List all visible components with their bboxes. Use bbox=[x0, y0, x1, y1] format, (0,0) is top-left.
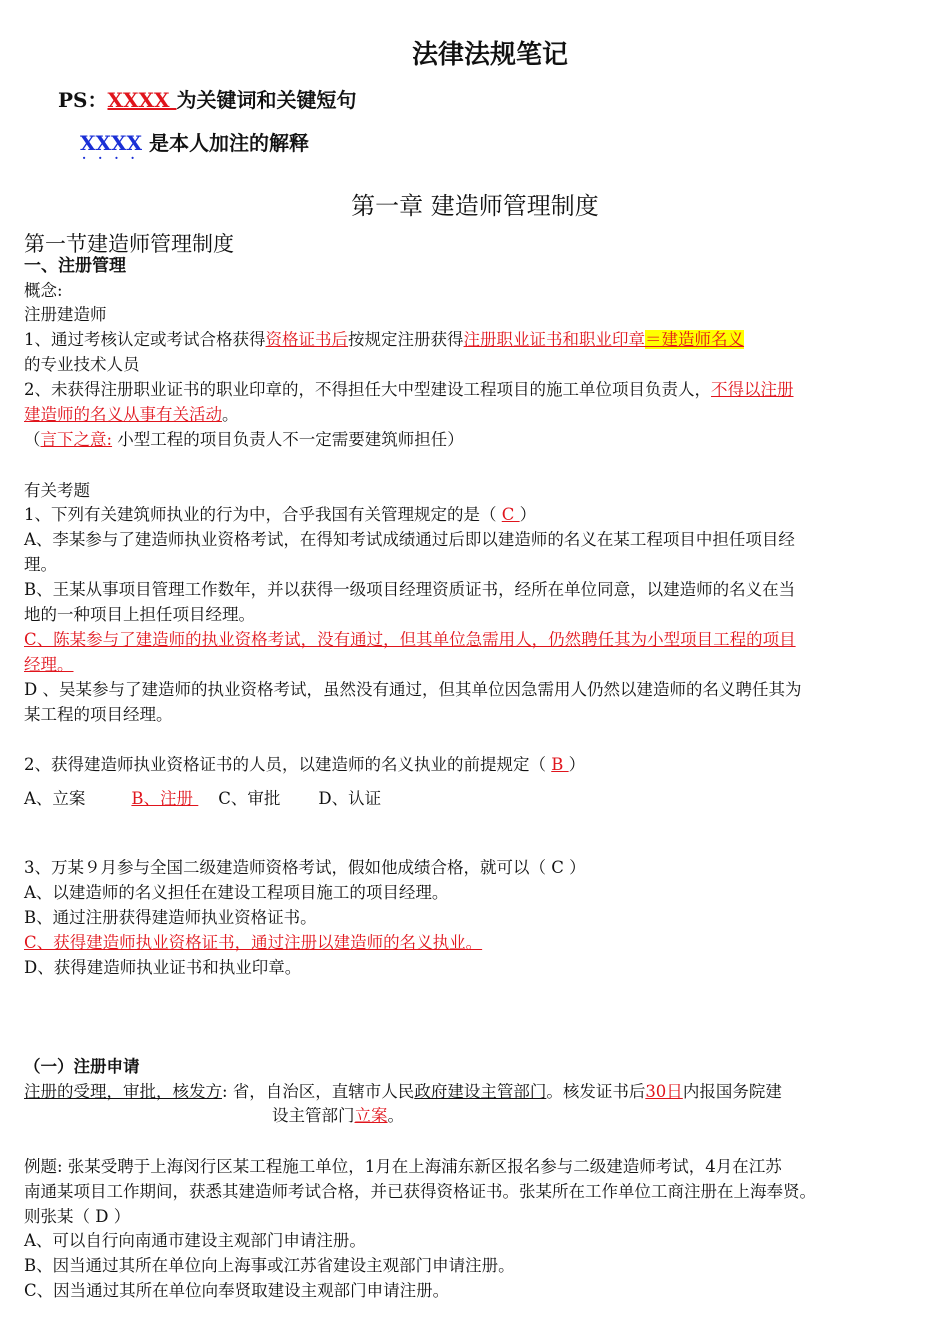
note-blue-text: XXXX bbox=[80, 131, 143, 155]
q2-b: ） bbox=[568, 755, 586, 774]
q1-option-d-1: D 、吴某参与了建造师的执业资格考试，虽然没有通过，但其单位因急需用人仍然以建造师的名义聘任其为 bbox=[24, 680, 802, 699]
example-option-c: C、因当通过其所在单位向奉贤取建设主观部门申请注册。 bbox=[24, 1281, 450, 1300]
example-line-3: 则张某（ D ） bbox=[24, 1207, 131, 1226]
reg-e: 30日 bbox=[645, 1082, 683, 1101]
q2-answer: B bbox=[551, 755, 569, 774]
q1-option-b-1: B、王某从事项目管理工作数年，并以获得一级项目经理资质证书，经所在单位同意，以建造师的名义在当 bbox=[24, 580, 796, 599]
note-dots: ···· bbox=[82, 151, 147, 165]
ps-keyword: XXXX bbox=[107, 88, 177, 112]
l5-a: （ bbox=[24, 430, 41, 449]
paragraph-line-4 bbox=[24, 403, 239, 427]
q1-a: 1、下列有关建筑师执业的行为中，合乎我国有关管理规定的是（ bbox=[24, 505, 502, 524]
q2-option-b: B、注册 bbox=[131, 789, 199, 808]
q1-b: ） bbox=[519, 505, 537, 524]
sub-heading-2: （一）注册申请 bbox=[24, 1057, 140, 1076]
q3-option-c: C、获得建造师执业资格证书，通过注册以建造师的名义执业。 bbox=[24, 933, 483, 952]
paragraph-line-5 bbox=[24, 428, 464, 452]
q1-option-c-2: 经理。 bbox=[24, 655, 74, 674]
questions-title: 有关考题 bbox=[24, 481, 90, 500]
paragraph-line-1 bbox=[24, 328, 744, 352]
question-1 bbox=[24, 503, 536, 527]
ps-prefix: PS： bbox=[58, 88, 108, 112]
reg-d: 。核发证书后 bbox=[546, 1082, 646, 1101]
example-line-1: 例题: 张某受聘于上海闵行区某工程施工单位，1月在上海浦东新区报名参与二级建造师考试，4月在江苏 bbox=[24, 1157, 782, 1176]
note-rest: 是本人加注的解释 bbox=[142, 131, 310, 155]
l1-e: ＝建造师名义 bbox=[645, 330, 744, 349]
l1-b: 资格证书后 bbox=[265, 330, 348, 349]
question-2 bbox=[24, 753, 585, 777]
q1-option-b-2: 地的一种项目上担任项目经理。 bbox=[24, 605, 255, 624]
q1-option-a-2: 理。 bbox=[24, 555, 57, 574]
q1-answer: C bbox=[501, 505, 520, 524]
q2-a: 2、获得建造师执业资格证书的人员，以建造师的名义执业的前提规定（ bbox=[24, 755, 552, 774]
ps-rest: 为关键词和关键短句 bbox=[176, 88, 357, 112]
l3-b: 不得以注册 bbox=[711, 380, 794, 399]
q1-option-d-2: 某工程的项目经理。 bbox=[24, 705, 173, 724]
example-line-2: 南通某项目工作期间，获悉其建造师考试合格，并已获得资格证书。张某所在工作单位工商注册在上海奉贤。 bbox=[24, 1182, 816, 1201]
l4-text: 建造师的名义从事有关活动 bbox=[24, 405, 222, 424]
note-blue bbox=[80, 131, 147, 165]
reg2-b: 立案 bbox=[354, 1106, 388, 1125]
q1-option-c-1: C、陈某参与了建造师的执业资格考试，没有通过，但其单位急需用人，仍然聘任其为小型项目工程的项目 bbox=[24, 630, 796, 649]
q2-option-d: D、认证 bbox=[318, 789, 382, 808]
reg2-c: 。 bbox=[387, 1106, 404, 1125]
l1-a: 1、通过考核认定或考试合格获得 bbox=[24, 330, 266, 349]
l1-d: 注册职业证书和职业印章 bbox=[463, 330, 645, 349]
concept-label: 概念: bbox=[24, 281, 63, 300]
ps-legend bbox=[58, 84, 357, 113]
q3-option-a: A、以建造师的名义担任在建设工程项目施工的项目经理。 bbox=[24, 883, 449, 902]
q2-option-c: C、审批 bbox=[218, 789, 281, 808]
reg-f: 内报国务院建 bbox=[682, 1082, 782, 1101]
section-heading: 第一节建造师管理制度 bbox=[24, 232, 234, 256]
example-option-a: A、可以自行向南通市建设主观部门申请注册。 bbox=[24, 1231, 366, 1250]
document-title: 法律法规笔记 bbox=[411, 40, 568, 70]
example-option-b: B、因当通过其所在单位向上海事或江苏省建设主观部门申请注册。 bbox=[24, 1256, 515, 1275]
l5-b: 言下之意: bbox=[40, 430, 113, 449]
l4-end: 。 bbox=[222, 405, 239, 424]
q2-options bbox=[24, 787, 381, 811]
registration-line-1 bbox=[24, 1080, 782, 1104]
question-3: 3、万某９月参与全国二级建造师资格考试，假如他成绩合格，就可以（ C ） bbox=[24, 858, 586, 877]
l3-a: 2、未获得注册职业证书的职业印章的，不得担任大中型建设工程项目的施工单位项目负责人， bbox=[24, 380, 711, 399]
term-label: 注册建造师 bbox=[24, 305, 107, 324]
reg-b: : 省，自治区，直辖市人民 bbox=[222, 1082, 415, 1101]
paragraph-line-3 bbox=[24, 378, 794, 402]
l1-c: 按规定注册获得 bbox=[348, 330, 464, 349]
sub-heading-1: 一、注册管理 bbox=[24, 256, 126, 276]
l5-c: 小型工程的项目负责人不一定需要建筑师担任） bbox=[112, 430, 464, 449]
reg2-a: 设主管部门 bbox=[272, 1106, 355, 1125]
paragraph-line-2: 的专业技术人员 bbox=[24, 355, 140, 374]
note-legend bbox=[80, 127, 310, 165]
q2-option-a: A、立案 bbox=[24, 789, 86, 808]
q1-option-a-1: A、李某参与了建造师执业资格考试，在得知考试成绩通过后即以建造师的名义在某工程项目中担任项目经 bbox=[24, 530, 795, 549]
reg-c: 政府建设主管部门 bbox=[414, 1082, 547, 1101]
reg-a: 注册的受理，审批，核发方 bbox=[24, 1082, 222, 1101]
q3-option-b: B、通过注册获得建造师执业资格证书。 bbox=[24, 908, 317, 927]
q3-option-d: D、获得建造师执业证书和执业印章。 bbox=[24, 958, 302, 977]
chapter-heading: 第一章 建造师管理制度 bbox=[351, 192, 599, 220]
registration-line-2 bbox=[272, 1104, 404, 1128]
